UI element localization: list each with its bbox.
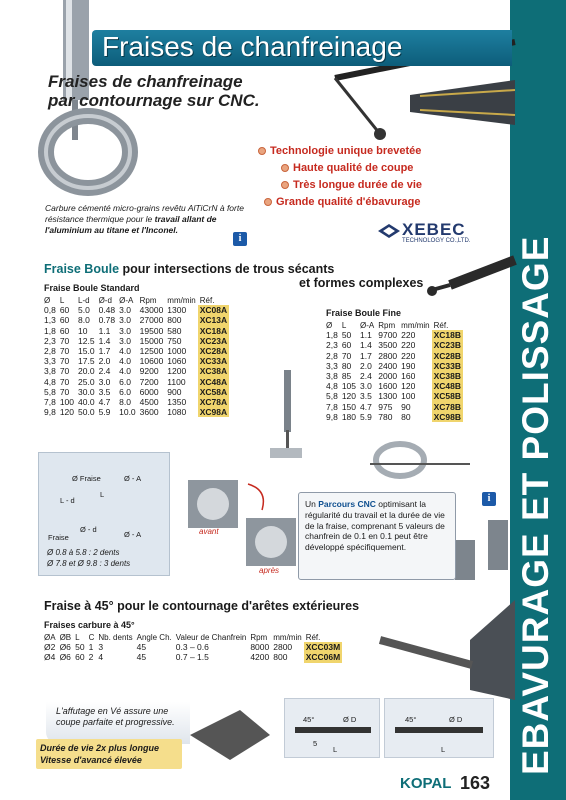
table-cell: 5.9	[360, 411, 372, 422]
table-cell: 2,8	[326, 350, 338, 361]
table-cell: 7,8	[326, 401, 338, 412]
table-cell: XC78B	[433, 401, 462, 412]
table-cell: 2.4	[98, 366, 111, 377]
table-row	[42, 366, 229, 376]
table-cell: 4500	[139, 396, 159, 407]
table-cell: XC28A	[199, 346, 228, 357]
table-cell: 7,8	[44, 396, 56, 407]
table-cell: 975	[378, 401, 393, 412]
table-cell: Ø6	[59, 652, 71, 663]
table-row	[324, 412, 463, 422]
table-row	[42, 387, 229, 397]
col-header: mm/min	[401, 320, 430, 330]
table-cell: 70	[59, 335, 70, 346]
table-cell: 3600	[139, 407, 159, 418]
table-cell: 2800	[378, 350, 398, 361]
table-cell: XC38A	[199, 366, 228, 377]
material-description: Carbure cémenté micro-grains revêtu AlTiCrN à forte résistance thermique pour le travail allant de l'aluminium au titane et l'Inconel.	[45, 203, 244, 235]
subtitle	[48, 72, 260, 110]
dents-line1: Ø 0.8 à 5.8 : 2 dents	[47, 548, 120, 557]
table-cell: 60	[75, 652, 85, 663]
table-cell: 3,8	[44, 366, 56, 377]
table-cell: 3,3	[326, 360, 338, 371]
table-cell: 4200	[250, 652, 270, 663]
table-cell: 800	[273, 652, 288, 663]
table-cell: 70	[59, 356, 70, 367]
col-header: Réf.	[433, 320, 449, 330]
dim2-d: Ø D	[449, 715, 463, 724]
table-cell: 780	[378, 411, 393, 422]
col-header: Valeur de Chanfrein	[175, 632, 247, 642]
feature-3: Très longue durée de vie	[281, 179, 422, 191]
table-cell: 2,3	[44, 335, 56, 346]
dim-diagram-1	[284, 698, 380, 758]
table-cell: 4,8	[44, 376, 56, 387]
table-cell: 4,8	[326, 381, 338, 392]
table-cell: 3,3	[44, 356, 56, 367]
table-cell: 0.48	[98, 305, 116, 316]
table-cell: 2000	[378, 371, 398, 382]
table-row	[324, 340, 463, 350]
table-cell: 6.0	[119, 376, 131, 387]
page-title: Fraises de chanfreinage	[102, 31, 403, 62]
table-cell: 45	[136, 642, 147, 653]
table-std	[42, 295, 229, 417]
table-cell: 9,8	[44, 407, 56, 418]
table-cell: 2400	[378, 360, 398, 371]
table-cell: 3.5	[360, 391, 372, 402]
table-cell: 80	[401, 411, 411, 422]
table-cell: XC58B	[433, 391, 462, 402]
table-cell: 120	[401, 381, 416, 392]
table-cell: 50	[75, 642, 85, 653]
table-cell: 8.0	[119, 396, 131, 407]
label-ld: L - d	[60, 496, 75, 505]
table-cell: 9700	[378, 330, 398, 341]
label-apres: après	[259, 566, 280, 575]
page-number: 163	[460, 773, 491, 793]
dim1-c: 5	[313, 739, 318, 748]
col-header: Angle Ch.	[136, 632, 172, 642]
label-d: Ø - d	[80, 525, 97, 534]
col-header: Rpm	[250, 632, 268, 642]
table-cell: 10.0	[119, 407, 136, 418]
table-cell: 5.9	[98, 407, 111, 418]
table-cell: 70	[59, 366, 70, 377]
table-cell: 25.0	[78, 376, 95, 387]
label-a: Ø - A	[124, 474, 142, 483]
table-cell: XC58A	[199, 386, 228, 397]
table-cell: 180	[341, 411, 357, 422]
table-cell: XC08A	[199, 305, 228, 316]
table-cell: 150	[341, 401, 357, 412]
table-cell: 1.4	[360, 340, 372, 351]
table-cell: 70	[59, 376, 70, 387]
table-cell: 1300	[167, 305, 187, 316]
table-cell: 70	[59, 386, 70, 397]
table-cell: 2.4	[360, 371, 372, 382]
table-cell: 1.4	[98, 335, 111, 346]
table-cell: 220	[401, 350, 416, 361]
table-cell: 1060	[167, 356, 187, 367]
table-cell: 0.78	[98, 315, 116, 326]
table-row	[42, 377, 229, 387]
table-fine-caption: Fraise Boule Fine	[326, 308, 402, 318]
table-row	[42, 305, 229, 315]
table-cell: Ø6	[59, 642, 71, 653]
table-cell: 3.0	[360, 381, 372, 392]
cnc-note-box: Un Parcours CNC optimisant la régularité du travail et la durée de vie de la fraise, comprenant 5 valeurs de chanfrein de 0.1 en 0.1 peut être développé spécifiquement.	[298, 492, 456, 580]
table-row	[42, 642, 342, 652]
table-cell: 1300	[378, 391, 398, 402]
table-cell: 50.0	[78, 407, 95, 418]
logo-name: XEBEC	[402, 220, 466, 239]
table-cell: 5,8	[326, 391, 338, 402]
table-cell: 8000	[250, 642, 270, 653]
bullet-icon	[281, 181, 289, 189]
section-45-title: Fraise à 45° pour le contournage d'arêtes extérieures	[44, 599, 360, 613]
table-cell: 100	[401, 391, 416, 402]
table-cell: 80	[341, 360, 352, 371]
table-cell: 0,8	[44, 305, 56, 316]
duree-box	[36, 739, 182, 769]
duree-line1: Durée de vie 2x plus longue	[40, 743, 160, 753]
table-cell: 1,8	[44, 325, 56, 336]
table-row	[324, 361, 463, 371]
table-row	[42, 315, 229, 325]
dim2-angle: 45°	[405, 715, 417, 724]
table-row	[42, 356, 229, 366]
table-cell: 4.0	[119, 346, 131, 357]
table-cell: 90	[401, 401, 411, 412]
dim-diagram-2	[384, 698, 494, 758]
info-icon[interactable]: i	[233, 232, 247, 246]
table-cell: 60	[59, 325, 70, 336]
table-cell: XC48B	[433, 381, 462, 392]
table-cell: XC33B	[433, 360, 462, 371]
table-cell: XC48A	[199, 376, 228, 387]
table-cell: 9,8	[326, 411, 338, 422]
table-cell: 2	[88, 652, 94, 663]
table-row	[324, 371, 463, 381]
table-cell: 20.0	[78, 366, 95, 377]
table-cell: XC18A	[199, 325, 228, 336]
table-cell: 1600	[378, 381, 398, 392]
col-header: mm/min	[167, 295, 196, 305]
table-cell: 1,8	[326, 330, 338, 341]
col-header: L	[341, 320, 347, 330]
table-cell: 3.0	[119, 305, 131, 316]
footer-brand: KOPAL	[400, 775, 452, 792]
table-row	[324, 351, 463, 361]
label-l: L	[100, 490, 105, 499]
table-cell: 580	[167, 325, 182, 336]
table-cell: 70	[59, 346, 70, 357]
table-cell: 3.0	[119, 325, 131, 336]
dim2-l: L	[441, 745, 446, 754]
table-row	[324, 330, 463, 340]
table-cell: 1.1	[360, 330, 372, 341]
table-45	[42, 632, 342, 663]
table-cell: XC98A	[199, 407, 228, 418]
table-cell: 4.0	[119, 356, 131, 367]
table-cell: 85	[341, 371, 352, 382]
table-row	[42, 346, 229, 356]
table-cell: XC98B	[433, 411, 462, 422]
table-cell: 1100	[167, 376, 186, 387]
table-cell: 60	[59, 305, 70, 316]
table-row	[42, 407, 229, 417]
col-header: Ø	[326, 320, 333, 330]
table-cell: 17.5	[78, 356, 95, 367]
table-cell: XC23B	[433, 340, 462, 351]
table-cell: 1.1	[98, 325, 111, 336]
label-avant: avant	[199, 527, 219, 536]
col-header: Rpm	[378, 320, 396, 330]
table-row	[42, 652, 342, 662]
dim1-d: Ø D	[343, 715, 357, 724]
table-cell: 45	[136, 652, 147, 663]
table-cell: 1200	[167, 366, 187, 377]
table-cell: 2800	[273, 642, 293, 653]
table-cell: 3.0	[119, 335, 131, 346]
table-cell: 50	[341, 330, 352, 341]
table-cell: 60	[341, 340, 352, 351]
table-cell: 120	[59, 407, 75, 418]
dim2-tool	[395, 727, 483, 733]
table-cell: 105	[341, 381, 357, 392]
table-cell: 15.0	[78, 346, 95, 357]
dim1-l: L	[333, 745, 338, 754]
table-cell: XC33A	[199, 356, 228, 367]
dim1-tool	[295, 727, 371, 733]
table-cell: 43000	[139, 305, 164, 316]
dents-line2: Ø 7.8 et Ø 9.8 : 3 dents	[47, 559, 131, 568]
feature-4: Grande qualité d'ébavurage	[264, 196, 420, 208]
table-fine	[324, 320, 463, 422]
duree-line2: Vitesse d'avancé élevée	[40, 755, 142, 765]
table-cell: 5,8	[44, 386, 56, 397]
table-cell: 0.7 – 1.5	[175, 652, 209, 663]
bullet-icon	[258, 147, 266, 155]
table-45-caption: Fraises carbure à 45°	[44, 620, 135, 630]
table-cell: 10	[78, 325, 88, 336]
table-cell: 100	[59, 396, 75, 407]
table-cell: 3	[98, 642, 104, 653]
col-header: L	[59, 295, 65, 305]
col-header: Réf.	[305, 632, 321, 642]
table-cell: 15000	[139, 335, 164, 346]
subtitle-line1: Fraises de chanfreinage	[48, 72, 243, 91]
col-header: ØB	[59, 632, 72, 642]
table-std-caption: Fraise Boule Standard	[44, 283, 140, 293]
label-fraise: Ø Fraise	[72, 474, 101, 483]
table-cell: 70	[341, 350, 352, 361]
table-cell: 1.7	[98, 346, 111, 357]
col-header: Ø-A	[360, 320, 375, 330]
table-cell: 60	[59, 315, 70, 326]
table-cell: 1	[88, 642, 94, 653]
col-header: C	[88, 632, 95, 642]
table-cell: XC38B	[433, 371, 462, 382]
table-cell: XC78A	[199, 396, 228, 407]
info-icon-2[interactable]: i	[482, 492, 496, 506]
table-row	[324, 402, 463, 412]
bullet-icon	[281, 164, 289, 172]
table-cell: 40.0	[78, 396, 95, 407]
section-boule-title-line2: et formes complexes	[299, 276, 424, 290]
table-cell: 27000	[139, 315, 164, 326]
dim1-angle: 45°	[303, 715, 315, 724]
subtitle-line2: par contournage sur CNC.	[48, 91, 260, 110]
col-header: L-d	[78, 295, 90, 305]
col-header: Ø-d	[98, 295, 112, 305]
table-cell: 220	[401, 340, 416, 351]
table-cell: 3.0	[98, 376, 111, 387]
table-cell: 10600	[139, 356, 164, 367]
affutage-note: L'affutage en Vé assure une coupe parfaite et progressive.	[46, 702, 190, 744]
table-cell: 750	[167, 335, 182, 346]
side-label: EBAVURAGE ET POLISSAGE	[515, 235, 556, 775]
table-row	[324, 391, 463, 401]
table-cell: 120	[341, 391, 357, 402]
col-header: Ø-A	[119, 295, 134, 305]
table-cell: 6000	[139, 386, 159, 397]
table-cell: 19500	[139, 325, 164, 336]
table-cell: 220	[401, 330, 416, 341]
table-row	[42, 336, 229, 346]
table-cell: 7200	[139, 376, 159, 387]
col-header: mm/min	[273, 632, 302, 642]
table-cell: 12500	[139, 346, 164, 357]
table-cell: 2.0	[360, 360, 372, 371]
table-cell: 4.0	[119, 366, 131, 377]
table-cell: 4.7	[360, 401, 372, 412]
table-cell: 190	[401, 360, 416, 371]
col-header: Ø	[44, 295, 51, 305]
table-cell: XC18B	[433, 330, 462, 341]
table-cell: 30.0	[78, 386, 95, 397]
col-header: ØA	[44, 632, 56, 642]
section-boule-title: Fraise Boule pour intersections de trous sécants	[44, 262, 335, 276]
table-cell: 1,3	[44, 315, 56, 326]
table-cell: 12.5	[78, 335, 95, 346]
col-header: L	[75, 632, 80, 642]
table-cell: Ø4	[44, 652, 56, 663]
table-cell: 4.7	[98, 396, 111, 407]
table-row	[42, 397, 229, 407]
xebec-logo-mark-icon	[378, 220, 400, 242]
bullet-icon	[264, 198, 272, 206]
table-cell: 4	[98, 652, 104, 663]
table-cell: 3.0	[119, 315, 131, 326]
table-cell: 1080	[167, 407, 187, 418]
label-a2: Ø - A	[124, 530, 142, 539]
table-cell: Ø2	[44, 642, 56, 653]
table-cell: 5.0	[78, 305, 90, 316]
table-cell: 160	[401, 371, 416, 382]
table-cell: 2,8	[44, 346, 56, 357]
col-header: Réf.	[199, 295, 215, 305]
table-cell: XCC06M	[305, 652, 341, 663]
table-cell: 900	[167, 386, 182, 397]
col-header: Nb. dents	[98, 632, 133, 642]
table-cell: XCC03M	[305, 642, 341, 653]
table-cell: 0.3 – 0.6	[175, 642, 209, 653]
col-header: Rpm	[139, 295, 157, 305]
table-cell: XC23A	[199, 335, 228, 346]
table-cell: 3.5	[98, 386, 111, 397]
feature-1: Technologie unique brevetée	[258, 145, 421, 157]
table-cell: 1350	[167, 396, 187, 407]
table-cell: 8.0	[78, 315, 90, 326]
table-row	[42, 326, 229, 336]
table-cell: 9200	[139, 366, 159, 377]
table-row	[324, 381, 463, 391]
table-cell: 2,3	[326, 340, 338, 351]
table-cell: 6.0	[119, 386, 131, 397]
table-cell: XC13A	[199, 315, 228, 326]
table-cell: XC28B	[433, 350, 462, 361]
table-cell: 1000	[167, 346, 187, 357]
logo-subtext: TECHNOLOGY CO.,LTD.	[402, 238, 471, 244]
feature-2: Haute qualité de coupe	[281, 162, 413, 174]
label-fraise2: Fraise	[48, 533, 69, 542]
table-cell: 1.7	[360, 350, 372, 361]
dents-note	[47, 547, 130, 569]
table-cell: 800	[167, 315, 182, 326]
table-cell: 3,8	[326, 371, 338, 382]
table-cell: 3500	[378, 340, 398, 351]
table-cell: 2.0	[98, 356, 111, 367]
